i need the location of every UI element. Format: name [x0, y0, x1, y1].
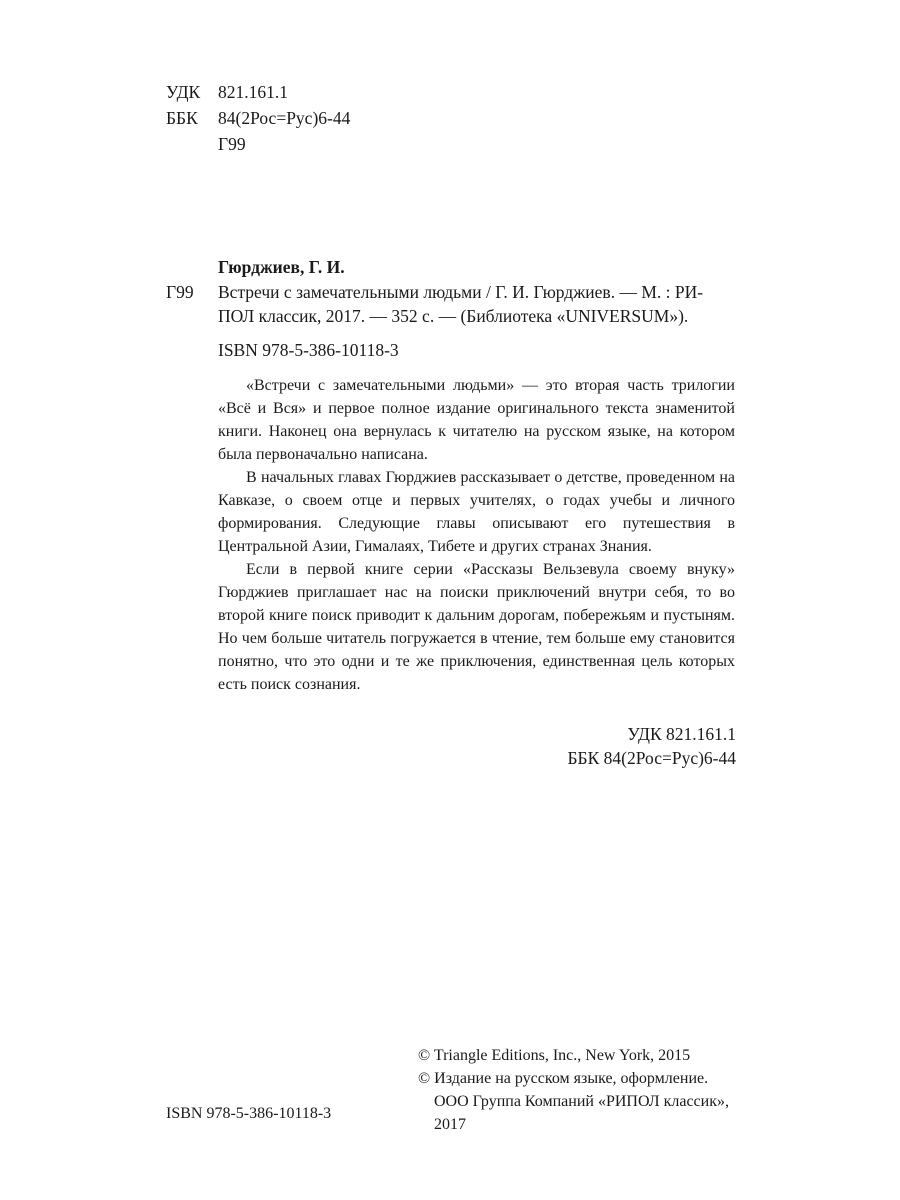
bib-line-1: Встречи с замечательными людьми / Г. И. Гюрджиев. — М. : РИ-: [218, 282, 704, 302]
footer-bbk: ББК 84(2Рос=Рус)6-44: [567, 748, 736, 768]
isbn-line: ISBN 978-5-386-10118-3: [218, 340, 399, 360]
author-name: Гюрджиев, Г. И.: [218, 257, 345, 277]
annotation-paragraph: В начальных главах Гюрджиев рассказывает о детстве, проведенном на Кавказе, о своем отце и первых учителях, о годах учебы и личного формирования. Следующие главы описывают его путешествия в Центральной Азии, Гималаях, Тибете и других странах Знания.: [218, 469, 735, 555]
udk-value: 821.161.1: [218, 82, 288, 102]
annotation: [218, 374, 735, 696]
copyright-line: © Triangle Editions, Inc., New York, 2015: [418, 1047, 691, 1064]
bbk-value: 84(2Рос=Рус)6-44: [218, 108, 351, 128]
author-mark-header: Г99: [218, 134, 246, 154]
footer-udk: УДК 821.161.1: [627, 724, 736, 744]
annotation-paragraph: «Встречи с замечательными людьми» — это вторая часть трилогии «Всё и Вся» и первое полное издание оригинального текста знаменитой книги. Наконец она вернулась к читателю на русском языке, на котором была первоначально написана.: [218, 377, 735, 463]
bib-line-2: ПОЛ классик, 2017. — 352 с. — (Библиотека «UNIVERSUM»).: [218, 306, 689, 326]
copyright-line: © Издание на русском языке, оформление.: [418, 1070, 709, 1087]
copyright-line: ООО Группа Компаний «РИПОЛ классик»,: [434, 1093, 729, 1110]
copyright-block: [418, 1044, 748, 1136]
copyright-line: 2017: [434, 1116, 466, 1133]
author-mark: Г99: [166, 282, 194, 302]
bbk-header: [166, 106, 350, 130]
udk-label: УДК: [166, 82, 201, 102]
bbk-label: ББК: [166, 108, 198, 128]
annotation-paragraph: Если в первой книге серии «Рассказы Вельзевула своему внуку» Гюрджиев приглашает нас на поиски приключений внутри себя, то во второй книге поиск приводит к дальним дорогам, побережьям и пустыням. Но чем больше читатель погружается в чтение, тем больше ему становится понятно, что это одни и те же приключения, единственная цель которых есть поиск сознания.: [218, 561, 735, 693]
bottom-isbn: ISBN 978-5-386-10118-3: [166, 1105, 332, 1122]
udk-header: [166, 80, 288, 104]
